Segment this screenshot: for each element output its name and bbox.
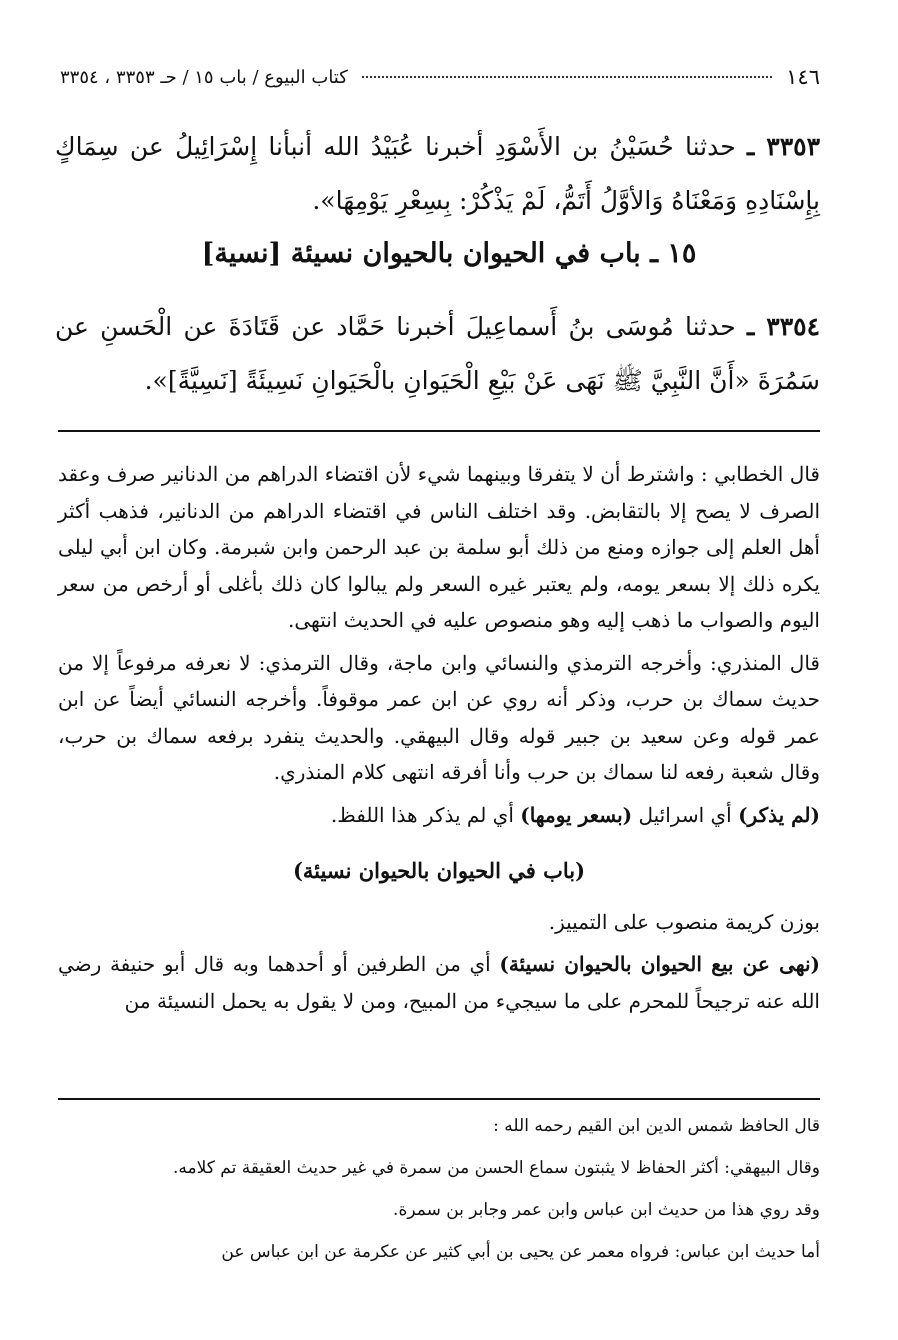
commentary-text: أي من الطرفين أو أحدهما وبه قال أبو حنيفة رضي الله عنه ترجيحاً للمحرم على ما سيجيء من المبيح، ومن لا يقول به يحمل النسيئة من [58, 952, 820, 1013]
commentary-lam-yadhkur [58, 797, 820, 834]
commentary-wazn: بوزن كريمة منصوب على التمييز. [548, 909, 820, 934]
chapter-heading [0, 238, 898, 269]
commentary [58, 456, 820, 1025]
hadith-number: ٣٣٥٤ ـ [746, 312, 821, 341]
hadith-text: حدثنا مُوسَى بنُ أَسماعِيلَ أخبرنا حَمَّاد عن قَتَادَةَ عن الْحَسنِ عن سَمُرَةَ «أَنَّ النَّبِيَّ ﷺ نَهَى عَنْ بَيْعِ الْحَيَوانِ بالْحَيَوانِ نَسِيئَةً [نَسِيَّةً]». [55, 312, 820, 395]
commentary-chapter-heading: (باب في الحيوان بالحيوان نسيئة) [292, 858, 586, 883]
ibn-qayyim-note [58, 1108, 820, 1276]
commentary-khattabi: قال الخطابي : واشترط أن لا يتفرقا وبينهما شيء لأن اقتضاء الدراهم من الدنانير صرف وعقد الصرف لا يصح إلا بالتقابض. وقد اختلف الناس في اقتضاء الدراهم من الدنانير، فذهب أكثر أهل العلم إلى جوازه ومنع من ذلك أبو سلمة بن عبد الرحمن وابن شبرمة. وكان ابن أبي ليلى يكره ذلك إلا بسعر يومه، ولم يعتبر غيره السعر ولم يبالوا كان ذلك بأغلى أو أرخص من سعر اليوم والصواب ما ذهب إليه وهو منصوص عليه في الحديث انتهى. [58, 462, 820, 632]
header-dotted-leader [362, 76, 772, 78]
hadith-3353 [55, 120, 820, 228]
commentary-text: أي لم يذكر هذا اللفظ. [330, 802, 521, 827]
bold-term: (بسعر يومها) [520, 802, 633, 827]
bold-term: (نهى عن بيع الحيوان بالحيوان نسيئة) [499, 952, 820, 976]
chapter-bab-word: باب [599, 238, 641, 269]
hadith-text: حدثنا حُسَيْنُ بن الأَسْوَدِ أخبرنا عُبَيْدُ الله أنبأنا إِسْرَائِيلُ عن سِمَاكٍ بِإِسْنَادِهِ وَمَعْنَاهُ وَالأوَّلُ أَتَمُّ، لَمْ يَذْكُرْ: بِسِعْرِ يَوْمِهَا». [55, 132, 820, 215]
ibn-qayyim-line: أما حديث ابن عباس: فرواه معمر عن يحيى بن أبي كثير عن عكرمة عن ابن عباس عن [221, 1242, 820, 1262]
hadith-3354 [55, 300, 820, 408]
chapter-number: ١٥ ـ [650, 238, 697, 269]
page-number: ١٤٦ [786, 65, 820, 89]
commentary-mundhiri: قال المنذري: وأخرجه الترمذي والنسائي وابن ماجة، وقال الترمذي: لا نعرفه مرفوعاً إلا من حديث سماك بن حرب، وذكر أنه روي عن ابن عمر موقوفاً. وأخرجه النسائي أيضاً عن ابن عمر قوله وعن سعيد بن جبير قوله وقال البيهقي. والحديث ينفرد برفعه سماك بن حرب، وقال شعبة رفعه لنا سماك بن حرب وأنا أفرقه انتهى كلام المنذري. [58, 650, 820, 784]
ibn-qayyim-line: قال الحافظ شمس الدين ابن القيم رحمه الله : [493, 1116, 820, 1136]
running-title: كتاب البيوع / باب ١٥ / حـ ٣٣٥٣ ، ٣٣٥٤ [60, 66, 348, 88]
chapter-title: في الحيوان بالحيوان نسيئة [نسية] [201, 238, 591, 269]
ibn-qayyim-line: وقد روي هذا من حديث ابن عباس وابن عمر وجابر بن سمرة. [393, 1200, 820, 1220]
ibn-qayyim-line: وقال البيهقي: أكثر الحفاظ لا يثبتون سماع الحسن من سمرة في غير حديث العقيقة تم كلامه. [173, 1158, 820, 1178]
section-divider [58, 1098, 820, 1100]
commentary-text: أي اسرائيل [632, 802, 739, 827]
bold-term: (لم يذكر) [738, 802, 820, 827]
page-header [60, 60, 820, 94]
section-divider [58, 430, 820, 432]
hadith-number: ٣٣٥٣ ـ [746, 132, 821, 161]
commentary-naha [58, 946, 820, 1019]
